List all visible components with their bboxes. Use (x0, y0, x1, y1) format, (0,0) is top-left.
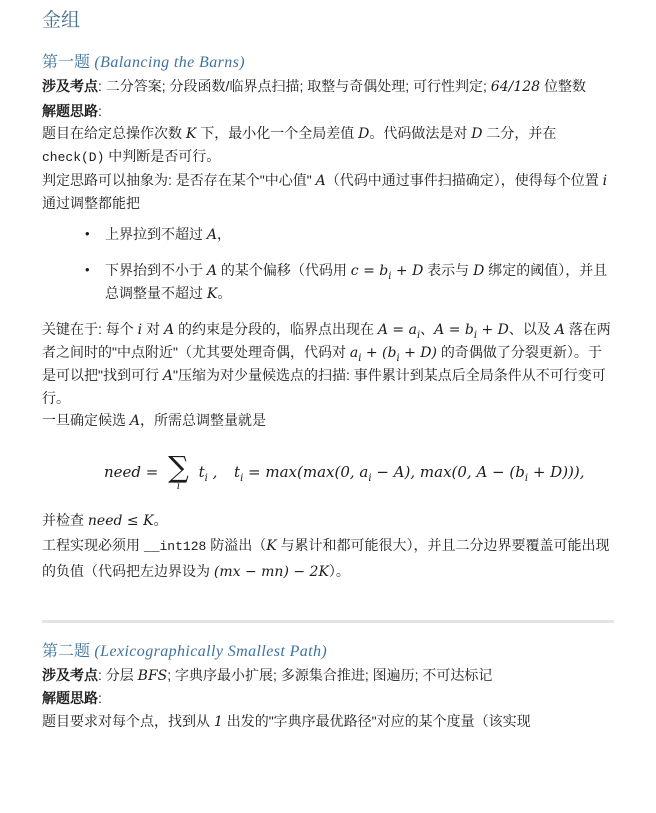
bullet-list (42, 223, 614, 305)
section-1-heading (42, 51, 614, 75)
text-run: A = b (434, 322, 474, 338)
need-formula (42, 452, 614, 492)
text-run: 与累计和都可能很大），并且二分边界要覆盖可能出现的负值（代码把左边界设为 (42, 537, 610, 579)
text-run: + (b (361, 345, 397, 361)
topics-line (42, 75, 614, 98)
text-run: 对 (142, 321, 164, 337)
text-run: 下界抬到不小于 (105, 262, 207, 278)
text-run: BFS (137, 668, 168, 684)
text-run: + D (477, 322, 509, 338)
text-run: A (206, 227, 218, 243)
sigma-icon: ∑ (168, 450, 189, 484)
text-run: : 二分答案; 分段函数/临界点扫描; 取整与奇偶处理; 可行性判定; (98, 78, 491, 94)
topics-line (42, 664, 614, 687)
text-run: 上界拉到不超过 (105, 226, 207, 242)
text-run: 64/128 (490, 79, 541, 95)
text-run: A (206, 263, 218, 279)
text-run: 防溢出（ (206, 537, 267, 553)
text-run: 解题思路 (42, 103, 98, 119)
text-run: i (240, 473, 244, 484)
text-run: （代码中通过事件扫描确定），使得每个位置 (325, 172, 603, 188)
text-run: 解题思路 (42, 690, 98, 706)
text-run: ; 字典序最小扩展; 多源集合推进; 图遍历; 不可达标记 (167, 667, 493, 683)
text-run: check(D) (42, 150, 105, 165)
text-run: a (349, 345, 359, 361)
text-run: 下，最小化一个全局差值 (196, 125, 359, 141)
approach-block (42, 687, 614, 734)
text-run: 。 (153, 512, 168, 528)
text-run: 一旦确定候选 (42, 412, 130, 428)
text-run: 工程实现必须用 (42, 537, 144, 553)
text-run: 涉及考点 (42, 78, 98, 94)
section-divider (42, 620, 614, 623)
bullet-icon: • (85, 262, 90, 277)
text-run: t (234, 463, 241, 481)
intro-paragraph (42, 710, 614, 734)
text-run (217, 464, 234, 481)
sigma-subscript: i (176, 481, 181, 492)
text-run: : (98, 690, 102, 706)
text-run: 判定思路可以抽象为: 是否存在某个"中心值" (42, 172, 316, 188)
text-run: i (473, 329, 478, 341)
list-item (85, 259, 614, 305)
text-run: 落在两者之间时的"中点附近"（尤其要处理奇偶，代码对 (42, 321, 611, 360)
text-run: 的奇偶做了分裂更新）。于是可以把"找到可行 (42, 344, 602, 383)
text-run: 、以及 (508, 321, 555, 337)
sigma-block (168, 452, 189, 492)
intro-paragraph (42, 122, 614, 169)
text-run: i (524, 473, 529, 484)
text-run: i (396, 352, 400, 364)
text-run: 出发的"字典序最优路径"对应的某个度量（该实现 (222, 713, 531, 729)
text-run: A (554, 322, 565, 338)
section-1-heading-en: (Balancing the Barns) (90, 54, 246, 71)
text-run: 的某个偏移（代码用 (217, 262, 351, 278)
list-item-text (105, 226, 231, 242)
text-run: 、 (420, 321, 435, 337)
text-run: t (193, 463, 205, 481)
text-run: i (358, 352, 362, 364)
text-run: A (163, 322, 175, 338)
list-item (85, 223, 614, 246)
text-run: (mx − mn) − 2K (213, 564, 329, 580)
text-run: 。代码做法是对 (369, 125, 472, 141)
text-run: i (416, 329, 421, 341)
section-problem-2 (42, 640, 614, 734)
text-run: 并检查 (42, 512, 88, 528)
text-run: A (162, 368, 173, 384)
section-problem-1 (42, 51, 614, 584)
text-run: 位整数 (540, 78, 586, 94)
formula-lhs (104, 463, 163, 481)
text-run: i (137, 322, 143, 338)
text-run: need = (104, 463, 164, 481)
text-run: : 分层 (98, 667, 138, 683)
text-run: + D))), (528, 463, 585, 481)
text-run: i (368, 473, 372, 484)
text-run: 题目在给定总操作次数 (42, 125, 186, 141)
text-run: 涉及考点 (42, 667, 98, 683)
text-run: + D) (399, 345, 437, 361)
judge-paragraph (42, 169, 614, 214)
text-run: need ≤ K (87, 513, 154, 529)
approach-block (42, 100, 614, 169)
formula-rhs (193, 463, 585, 484)
closing-block (42, 508, 614, 584)
text-run: i (204, 473, 208, 484)
text-run: i (602, 173, 608, 189)
text-run: 1 (213, 714, 223, 730)
text-run: D (473, 263, 485, 279)
list-item-text (105, 262, 607, 301)
text-run: 。 (217, 285, 232, 301)
section-2-heading-en: (Lexicographically Smallest Path) (90, 643, 328, 660)
text-run: : (98, 103, 102, 119)
key-paragraph (42, 318, 614, 409)
text-run: , (207, 463, 218, 481)
section-1-heading-zh: 第一题 (42, 54, 91, 71)
text-run: 的约束是分段的，临界点出现在 (174, 321, 378, 337)
check-paragraph (42, 508, 614, 533)
text-run: K (185, 126, 197, 142)
text-run: D (471, 126, 483, 142)
text-run: i (388, 270, 392, 282)
text-run: 关键在于: 每个 (42, 321, 138, 337)
text-run: K (266, 538, 277, 554)
once-paragraph (42, 409, 614, 432)
text-run: D (358, 126, 370, 142)
text-run: __int128 (143, 539, 207, 554)
text-run: 绑定的阈值），并且总调整量不超过 (105, 262, 608, 301)
text-run: 表示与 (423, 262, 474, 278)
text-run: A = a (377, 322, 417, 338)
text-run: 通过调整都能把 (42, 195, 140, 211)
text-run: 二分，并在 (482, 125, 557, 141)
text-run: A (315, 173, 326, 189)
text-run: + D (391, 263, 424, 279)
text-run: K (206, 286, 218, 302)
text-run: ）。 (328, 563, 350, 579)
section-2-heading (42, 640, 614, 664)
section-2-heading-zh: 第二题 (42, 643, 91, 660)
text-run: = max(max(0, a (243, 463, 369, 481)
text-run: 题目要求对每个点，找到从 (42, 713, 214, 729)
text-run: c = b (350, 263, 389, 279)
text-run: ，所需总调整量就是 (140, 412, 267, 428)
page-title: 金组 (42, 10, 81, 31)
text-run: A (129, 413, 141, 429)
text-run: ， (217, 226, 232, 242)
impl-paragraph (42, 533, 614, 584)
approach-label (42, 687, 614, 710)
bullet-icon: • (85, 226, 90, 241)
text-run: 中判断是否可行。 (104, 148, 221, 164)
text-run: "压缩为对少量候选点的扫描: 事件累计到某点后全局条件从不可行变可行。 (42, 367, 606, 406)
approach-label (42, 100, 614, 122)
text-run: − A), max(0, A − (b (371, 463, 525, 481)
